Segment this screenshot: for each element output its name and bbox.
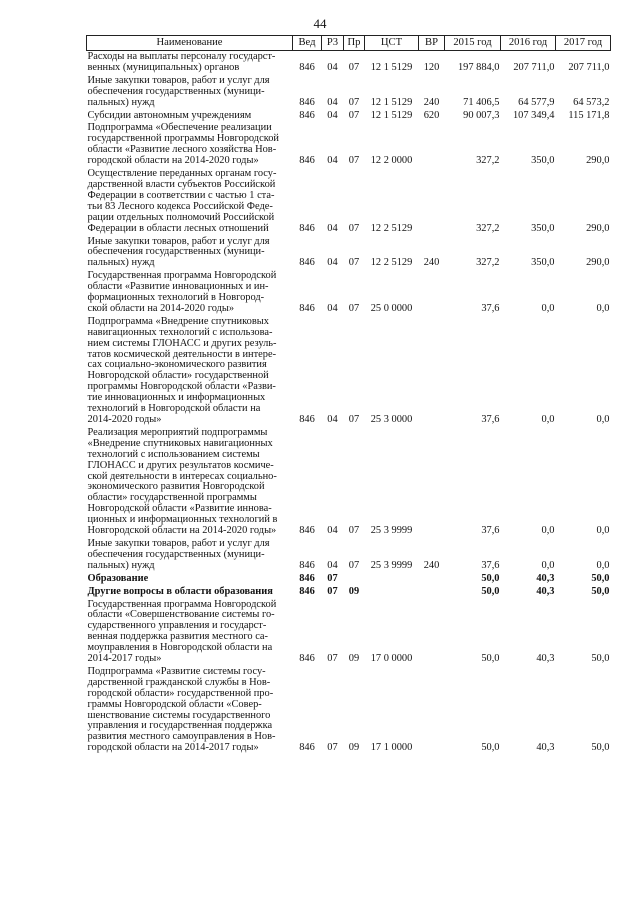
header-pr: Пр bbox=[344, 36, 365, 51]
cell-2015: 327,2 bbox=[476, 155, 500, 167]
cell-name-line: Подпрограмма «Обеспечение реализации bbox=[87, 122, 272, 134]
cell-name-line: Государственная программа Новгородской bbox=[87, 598, 277, 610]
cell-name-line: области «Совершенствование системы го- bbox=[87, 609, 275, 621]
cell-ved: 846 bbox=[299, 96, 315, 108]
cell-2017: 115 171,8 bbox=[568, 109, 610, 121]
cell-2016: 107 349,4 bbox=[512, 109, 555, 121]
cell-name-line: городской области» государственной про- bbox=[87, 687, 274, 699]
cell-2017: 0,0 bbox=[596, 525, 610, 537]
cell-name bbox=[87, 316, 293, 427]
cell-pr: 09 bbox=[348, 742, 360, 754]
cell-rz: 04 bbox=[327, 61, 338, 73]
cell-name-line: обеспечения государственных (муници- bbox=[87, 246, 265, 258]
cell-2017: 0,0 bbox=[596, 414, 610, 425]
cell-name-line: обеспечения государственных (муници- bbox=[87, 85, 265, 97]
cell-2017: 50,0 bbox=[591, 572, 610, 584]
cell-name-line: татов космической деятельности в интере- bbox=[87, 348, 277, 360]
table-row bbox=[87, 316, 611, 427]
cell-name-line: ционных и информационных технологий в bbox=[87, 514, 278, 526]
cell-name-line: Новгородской области на 2014-2020 годы» bbox=[87, 525, 277, 537]
cell-ved: 846 bbox=[299, 742, 315, 754]
cell-name-line: рации отдельных полномочий Российской bbox=[87, 211, 275, 223]
cell-2016: 64 577,9 bbox=[518, 96, 555, 108]
cell-2015: 327,2 bbox=[476, 257, 500, 269]
cell-rz: 04 bbox=[327, 222, 338, 234]
cell-name bbox=[87, 538, 293, 573]
cell-name-line: Осуществление переданных органам госу- bbox=[87, 168, 277, 180]
cell-name bbox=[87, 270, 293, 316]
cell-name-line: тие инновационных и информационных bbox=[87, 392, 266, 404]
cell-2017: 50,0 bbox=[591, 653, 610, 665]
cell-name-line: программы Новгородской области «Разви- bbox=[87, 381, 276, 393]
cell-vr bbox=[419, 586, 445, 599]
cell-name-line: пальных) нужд bbox=[87, 257, 155, 269]
cell-name-line: навигационных технологий с использова- bbox=[87, 326, 273, 338]
cell-name-line: управления и государственная поддержка bbox=[87, 720, 273, 732]
cell-ved: 846 bbox=[299, 525, 315, 537]
cell-pr: 07 bbox=[348, 525, 360, 537]
cell-2015: 50,0 bbox=[481, 653, 500, 665]
cell-name bbox=[87, 427, 293, 538]
table-row bbox=[87, 122, 611, 168]
cell-name-line: области «Развитие инновационных и ин- bbox=[87, 281, 269, 293]
header-vr: ВР bbox=[419, 36, 445, 51]
cell-2015: 90 007,3 bbox=[463, 109, 500, 121]
cell-cst bbox=[365, 573, 419, 586]
cell-vr: 620 bbox=[423, 109, 440, 121]
cell-pr: 07 bbox=[348, 559, 360, 571]
cell-name-line: сах социально-экономического развития bbox=[87, 359, 267, 371]
cell-cst: 25 3 9999 bbox=[370, 525, 413, 537]
cell-rz: 04 bbox=[327, 109, 338, 121]
cell-name-line: Реализация мероприятий подпрограммы bbox=[87, 426, 268, 438]
cell-ved: 846 bbox=[299, 653, 315, 665]
cell-vr bbox=[419, 168, 445, 235]
table-row bbox=[87, 599, 611, 666]
cell-vr bbox=[419, 270, 445, 316]
cell-name-line: Новгородской области «Развитие иннова- bbox=[87, 503, 272, 515]
table-row bbox=[87, 666, 611, 755]
cell-cst: 25 3 0000 bbox=[370, 414, 413, 425]
cell-name bbox=[87, 51, 293, 75]
table-row bbox=[87, 586, 611, 599]
cell-ved: 846 bbox=[299, 155, 315, 167]
cell-2016: 350,0 bbox=[531, 257, 555, 269]
header-ved: Вед bbox=[293, 36, 322, 51]
cell-2017: 50,0 bbox=[591, 742, 610, 754]
cell-2015: 37,6 bbox=[481, 525, 500, 537]
cell-rz: 04 bbox=[327, 155, 338, 167]
cell-pr: 09 bbox=[348, 653, 360, 665]
cell-name-line: венных (муниципальных) органов bbox=[87, 61, 240, 73]
cell-cst: 17 1 0000 bbox=[370, 742, 413, 754]
cell-pr: 07 bbox=[348, 109, 360, 121]
cell-name-line: «Внедрение спутниковых навигационных bbox=[87, 437, 273, 449]
cell-vr bbox=[419, 122, 445, 168]
cell-rz: 04 bbox=[327, 257, 338, 269]
cell-rz: 07 bbox=[327, 585, 338, 597]
cell-2017: 50,0 bbox=[591, 585, 610, 597]
cell-name-line: Федерации в области лесных отношений bbox=[87, 222, 269, 234]
cell-name-line: развития местного самоуправления в Нов- bbox=[87, 731, 276, 743]
cell-name-line: нием системы ГЛОНАСС и других резуль- bbox=[87, 337, 277, 349]
cell-name bbox=[87, 168, 293, 235]
cell-ved: 846 bbox=[299, 572, 315, 584]
cell-name-line: Расходы на выплаты персоналу государст- bbox=[87, 51, 276, 62]
cell-name-line: технологий в Новгородской области на bbox=[87, 403, 261, 415]
cell-name-line: государственной программы Новгородской bbox=[87, 133, 279, 145]
cell-name bbox=[87, 122, 293, 168]
table-row bbox=[87, 168, 611, 235]
table-row bbox=[87, 427, 611, 538]
cell-vr: 240 bbox=[423, 257, 440, 269]
cell-name-line: дарственной гражданской службы в Нов- bbox=[87, 676, 271, 688]
table-row bbox=[87, 236, 611, 271]
cell-ved: 846 bbox=[299, 414, 315, 425]
cell-ved: 846 bbox=[299, 61, 315, 73]
header-2015: 2015 год bbox=[445, 36, 501, 51]
header-2017: 2017 год bbox=[556, 36, 611, 51]
cell-name-line: городской области на 2014-2020 годы» bbox=[87, 155, 259, 167]
cell-name-line: Другие вопросы в области образования bbox=[87, 585, 273, 597]
cell-vr: 120 bbox=[423, 61, 440, 73]
cell-rz: 07 bbox=[327, 742, 338, 754]
cell-vr bbox=[419, 599, 445, 666]
cell-name-line: экономического развития Новгородской bbox=[87, 481, 265, 493]
cell-name-line: ГЛОНАСС и других результатов космиче- bbox=[87, 459, 274, 471]
cell-2015: 197 884,0 bbox=[457, 61, 500, 73]
table-row bbox=[87, 51, 611, 75]
cell-name-line: ской деятельности в интересах социально- bbox=[87, 470, 277, 482]
cell-2016: 0,0 bbox=[541, 525, 555, 537]
cell-rz: 07 bbox=[327, 653, 338, 665]
cell-name-line: ской области на 2014-2020 годы» bbox=[87, 302, 235, 314]
cell-2016: 350,0 bbox=[531, 155, 555, 167]
cell-vr: 240 bbox=[423, 96, 440, 108]
cell-pr: 07 bbox=[348, 155, 360, 167]
cell-vr bbox=[419, 427, 445, 538]
cell-name-line: Иные закупки товаров, работ и услуг для bbox=[87, 74, 270, 86]
cell-pr: 07 bbox=[348, 61, 360, 73]
cell-name bbox=[87, 573, 293, 586]
cell-pr: 09 bbox=[348, 585, 360, 597]
cell-name-line: пальных) нужд bbox=[87, 559, 155, 571]
cell-2016: 0,0 bbox=[541, 414, 555, 425]
budget-table bbox=[86, 35, 611, 755]
cell-2015: 327,2 bbox=[476, 222, 500, 234]
cell-name-line: области» государственной программы bbox=[87, 492, 257, 504]
cell-2016: 350,0 bbox=[531, 222, 555, 234]
cell-2017: 64 573,2 bbox=[573, 96, 610, 108]
cell-cst: 12 2 5129 bbox=[370, 257, 413, 269]
cell-name-line: пальных) нужд bbox=[87, 96, 155, 108]
cell-cst: 17 0 0000 bbox=[370, 653, 413, 665]
cell-name bbox=[87, 236, 293, 271]
cell-name-line: венная поддержка развития местного са- bbox=[87, 631, 269, 643]
table-row bbox=[87, 75, 611, 110]
cell-rz: 04 bbox=[327, 525, 338, 537]
cell-name-line: 2014-2017 годы» bbox=[87, 653, 162, 665]
cell-2015: 50,0 bbox=[481, 742, 500, 754]
cell-pr bbox=[344, 573, 365, 586]
cell-pr: 07 bbox=[348, 257, 360, 269]
cell-name-line: тьи 83 Лесного кодекса Российской Феде- bbox=[87, 200, 273, 212]
table-row bbox=[87, 110, 611, 123]
cell-2016: 40,3 bbox=[536, 653, 555, 665]
cell-name bbox=[87, 75, 293, 110]
cell-2016: 40,3 bbox=[536, 742, 555, 754]
cell-name bbox=[87, 110, 293, 123]
table-header-row bbox=[87, 36, 611, 51]
cell-cst: 12 2 5129 bbox=[370, 222, 413, 234]
cell-name-line: Иные закупки товаров, работ и услуг для bbox=[87, 537, 270, 549]
page-number: 44 bbox=[313, 16, 327, 31]
cell-name-line: Иные закупки товаров, работ и услуг для bbox=[87, 235, 270, 247]
cell-2017: 290,0 bbox=[586, 155, 610, 167]
cell-vr bbox=[419, 666, 445, 755]
cell-name-line: моуправления в Новгородской области на bbox=[87, 642, 273, 654]
table-body bbox=[87, 51, 611, 756]
cell-2015: 50,0 bbox=[481, 572, 500, 584]
cell-name-line: технологий с использованием системы bbox=[87, 448, 260, 460]
cell-name-line: Подпрограмма «Развитие системы госу- bbox=[87, 665, 266, 677]
cell-name-line: Государственная программа Новгородской bbox=[87, 270, 277, 282]
cell-2015: 37,6 bbox=[481, 414, 500, 425]
cell-vr bbox=[419, 573, 445, 586]
cell-2016: 207 711,0 bbox=[513, 61, 555, 73]
cell-pr: 07 bbox=[348, 96, 360, 108]
table-row bbox=[87, 270, 611, 316]
cell-rz: 04 bbox=[327, 414, 338, 425]
table-row bbox=[87, 573, 611, 586]
header-rz: Р3 bbox=[322, 36, 344, 51]
cell-ved: 846 bbox=[299, 109, 315, 121]
cell-pr: 07 bbox=[348, 222, 360, 234]
cell-ved: 846 bbox=[299, 222, 315, 234]
cell-cst: 12 1 5129 bbox=[370, 96, 413, 108]
cell-ved: 846 bbox=[299, 302, 315, 314]
cell-rz: 04 bbox=[327, 96, 338, 108]
cell-name bbox=[87, 666, 293, 755]
table-row bbox=[87, 538, 611, 573]
cell-2017: 207 711,0 bbox=[568, 61, 610, 73]
cell-name-line: Подпрограмма «Внедрение спутниковых bbox=[87, 315, 269, 327]
cell-name bbox=[87, 599, 293, 666]
cell-cst: 12 1 5129 bbox=[370, 61, 413, 73]
cell-2015: 37,6 bbox=[481, 302, 500, 314]
cell-vr: 240 bbox=[423, 559, 440, 571]
header-2016: 2016 год bbox=[501, 36, 556, 51]
cell-ved: 846 bbox=[299, 559, 315, 571]
cell-ved: 846 bbox=[299, 585, 315, 597]
cell-name-line: области «Развитие лесного хозяйства Нов- bbox=[87, 144, 277, 156]
cell-name-line: формационных технологий в Новгород- bbox=[87, 292, 265, 304]
cell-2017: 290,0 bbox=[586, 222, 610, 234]
cell-cst: 12 2 0000 bbox=[370, 155, 413, 167]
cell-name bbox=[87, 586, 293, 599]
header-name: Наименование bbox=[87, 36, 293, 51]
cell-pr: 07 bbox=[348, 414, 360, 425]
cell-cst bbox=[365, 586, 419, 599]
cell-cst: 25 0 0000 bbox=[370, 302, 413, 314]
cell-2016: 0,0 bbox=[541, 559, 555, 571]
cell-pr: 07 bbox=[348, 302, 360, 314]
cell-2015: 50,0 bbox=[481, 585, 500, 597]
cell-name-line: Новгородской области» государственной bbox=[87, 370, 269, 382]
cell-name-line: дарственной власти субъектов Российской bbox=[87, 178, 276, 190]
cell-name-line: граммы Новгородской области «Совер- bbox=[87, 698, 262, 710]
cell-vr bbox=[419, 316, 445, 427]
cell-2017: 290,0 bbox=[586, 257, 610, 269]
header-cst: ЦСТ bbox=[365, 36, 419, 51]
cell-rz: 04 bbox=[327, 559, 338, 571]
cell-ved: 846 bbox=[299, 257, 315, 269]
cell-name-line: обеспечения государственных (муници- bbox=[87, 548, 265, 560]
cell-2015: 37,6 bbox=[481, 559, 500, 571]
cell-name-line: 2014-2020 годы» bbox=[87, 414, 162, 425]
cell-name-line: сударственного управления и государст- bbox=[87, 620, 267, 632]
cell-cst: 12 1 5129 bbox=[370, 109, 413, 121]
cell-2015: 71 406,5 bbox=[463, 96, 500, 108]
cell-name-line: шенствование системы государственного bbox=[87, 709, 271, 721]
cell-2017: 0,0 bbox=[596, 302, 610, 314]
cell-rz: 07 bbox=[327, 572, 338, 584]
cell-name-line: городской области на 2014-2017 годы» bbox=[87, 742, 259, 754]
cell-cst: 25 3 9999 bbox=[370, 559, 413, 571]
cell-rz: 04 bbox=[327, 302, 338, 314]
cell-2016: 40,3 bbox=[536, 585, 555, 597]
cell-2016: 40,3 bbox=[536, 572, 555, 584]
cell-name-line: Субсидии автономным учреждениям bbox=[87, 109, 252, 121]
cell-name-line: Федерации в соответствии с частью 1 ста- bbox=[87, 189, 275, 201]
cell-2017: 0,0 bbox=[596, 559, 610, 571]
cell-2016: 0,0 bbox=[541, 302, 555, 314]
cell-name-line: Образование bbox=[87, 572, 149, 584]
